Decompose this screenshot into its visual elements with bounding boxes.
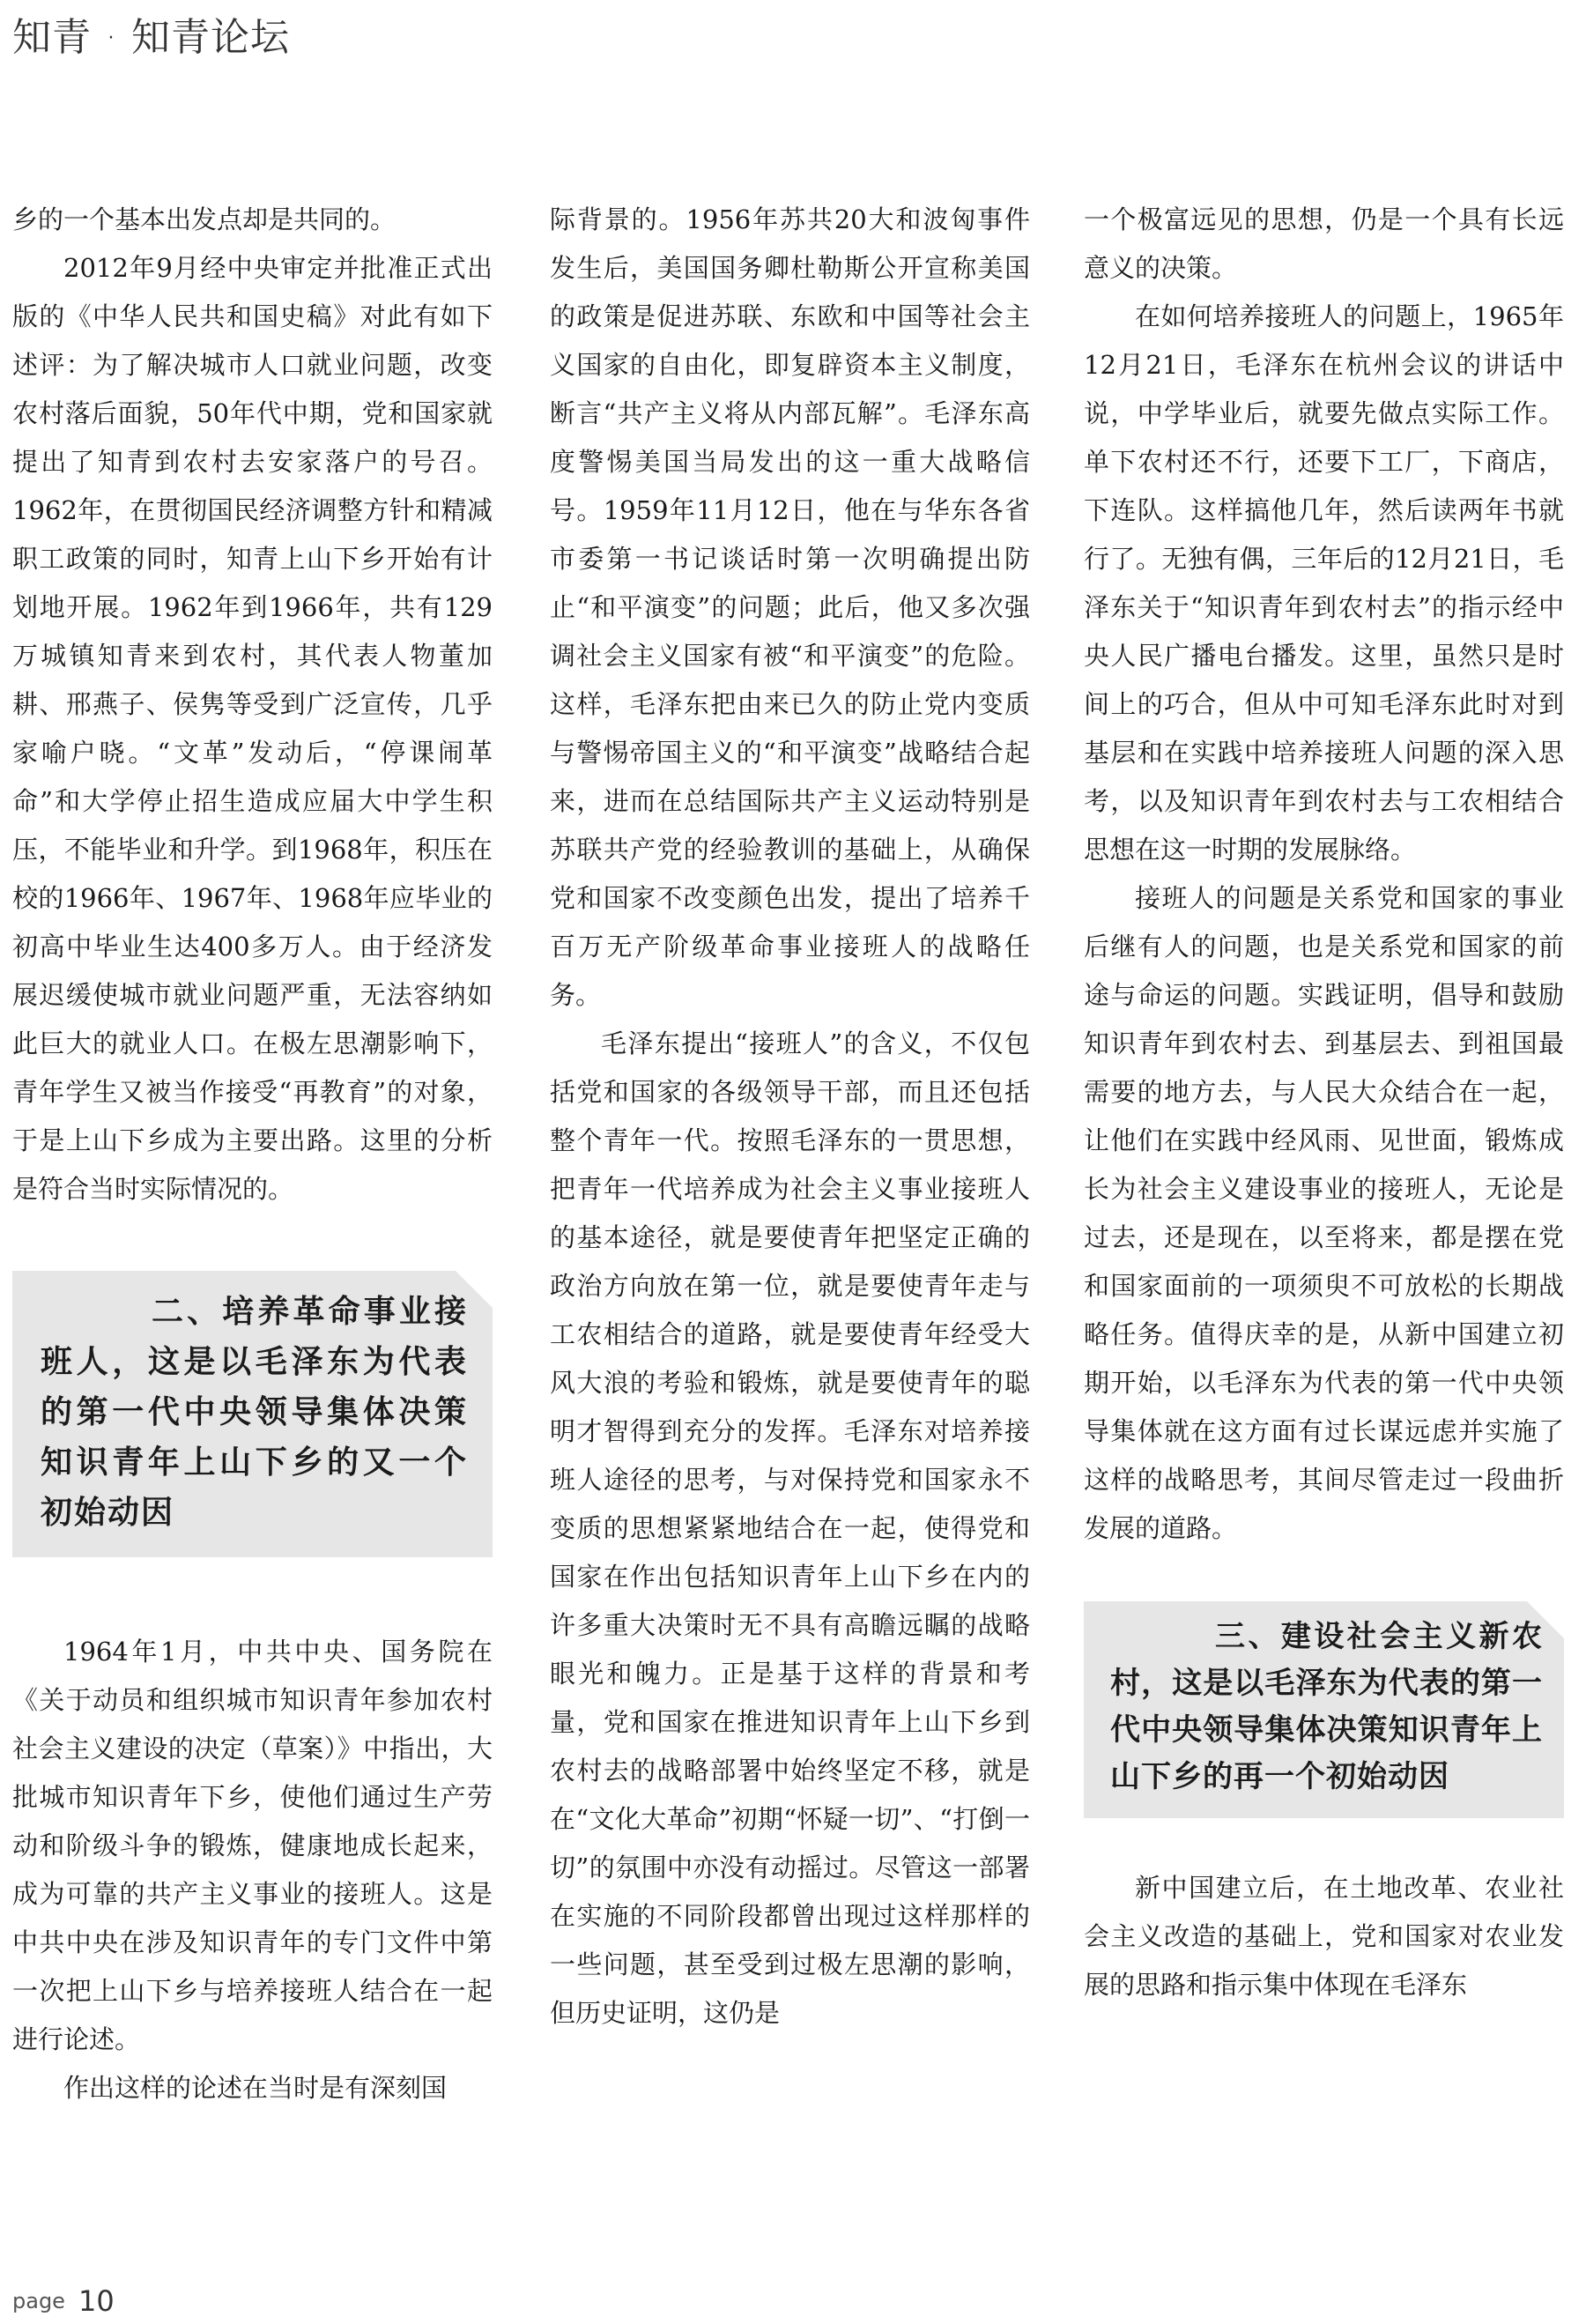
section-heading-text: 三、建设社会主义新农村，这是以毛泽东为代表的第一代中央领导集体决策知识青年上山下乡的再一个初始动因 (1110, 1619, 1543, 1794)
paragraph: 毛泽东提出“接班人”的含义，不仅包括党和国家的各级领导干部，而且还包括整个青年一代。按照毛泽东的一贯思想，把青年一代培养成为社会主义事业接班人的基本途径，就是要使青年把坚定正确的政治方向放在第一位，就是要使青年走与工农相结合的道路，就是要使青年经受大风大浪的考验和锻炼，就是要使青年的聪明才智得到充分的发挥。毛泽东对培养接班人途径的思考，与对保持党和国家永不变质的思想紧紧地结合在一起，使得党和国家在作出包括知识青年上山下乡在内的许多重大决策时无不具有高瞻远瞩的战略眼光和魄力。正是基于这样的背景和考量，党和国家在推进知识青年上山下乡到农村去的战略部署中始终坚定不移，就是在“文化大革命”初期“怀疑一切”、“打倒一切”的氛围中亦没有动摇过。尽管这一部署在实施的不同阶段都曾出现过这样那样的一些问题，甚至受到过极左思潮的影响，但历史证明，这仍是 (550, 1028, 1030, 2028)
paragraph: 新中国建立后，在土地改革、农业社会主义改造的基础上，党和国家对农业发展的思路和指示集中体现在毛泽东 (1084, 1873, 1564, 2000)
column-3 (1084, 196, 1564, 2009)
paragraph: 一个极富远见的思想，仍是一个具有长远意义的决策。 (1084, 204, 1564, 283)
column-2 (550, 196, 1030, 2038)
paragraph: 在如何培养接班人的问题上，1965年12月21日，毛泽东在杭州会议的讲话中说，中学毕业后，就要先做点实际工作。单下农村还不行，还要下工厂，下商店，下连队。这样搞他几年，然后读两年书就行了。无独有偶，三年后的12月21日，毛泽东关于“知识青年到农村去”的指示经中央人民广播电台播发。这里，虽然只是时间上的巧合，但从中可知毛泽东此时对到基层和在实践中培养接班人问题的深入思考，以及知识青年到农村去与工农相结合思想在这一时期的发展脉络。 (1084, 301, 1564, 865)
page-label: page (12, 2289, 65, 2313)
page-footer (12, 2284, 115, 2318)
paragraph: 接班人的问题是关系党和国家的事业后继有人的问题，也是关系党和国家的前途与命运的问题。实践证明，倡导和鼓励知识青年到农村去、到基层去、到祖国最需要的地方去，与人民大众结合在一起，让他们在实践中经风雨、见世面，锻炼成长为社会主义建设事业的接班人，无论是过去，还是现在，以至将来，都是摆在党和国家面前的一项须臾不可放松的长期战略任务。值得庆幸的是，从新中国建立初期开始，以毛泽东为代表的第一代中央领导集体就在这方面有过长谋远虑并实施了这样的战略思考，其间尽管走过一段曲折发展的道路。 (1084, 883, 1564, 1543)
section-heading-text: 二、培养革命事业接班人，这是以毛泽东为代表的第一代中央领导集体决策知识青年上山下乡的又一个初始动因 (41, 1294, 468, 1531)
paragraph: 乡的一个基本出发点却是共同的。 (12, 204, 396, 234)
section-heading-callout (1084, 1601, 1564, 1818)
paragraph: 作出这样的论述在当时是有深刻国 (63, 2073, 448, 2103)
page-number: 10 (78, 2284, 115, 2318)
paragraph: 际背景的。1956年苏共20大和波匈事件发生后，美国国务卿杜勒斯公开宣称美国的政策是促进苏联、东欧和中国等社会主义国家的自由化，即复辟资本主义制度，断言“共产主义将从内部瓦解”。毛泽东高度警惕美国当局发出的这一重大战略信号。1959年11月12日，他在与华东各省市委第一书记谈话时第一次明确提出防止“和平演变”的问题；此后，他又多次强调社会主义国家有被“和平演变”的危险。这样，毛泽东把由来已久的防止党内变质与警惕帝国主义的“和平演变”战略结合起来，进而在总结国际共产主义运动特别是苏联共产党的经验教训的基础上，从确保党和国家不改变颜色出发，提出了培养千百万无产阶级革命事业接班人的战略任务。 (550, 204, 1030, 1010)
section-heading-callout (12, 1271, 493, 1557)
column-1 (12, 196, 493, 2112)
paragraph: 2012年9月经中央审定并批准正式出版的《中华人民共和国史稿》对此有如下述评：为了解决城市人口就业问题，改变农村落后面貌，50年代中期，党和国家就提出了知青到农村去安家落户的号召。1962年，在贯彻国民经济调整方针和精减职工政策的同时，知青上山下乡开始有计划地开展。1962年到1966年，共有129万城镇知青来到农村，其代表人物董加耕、邢燕子、侯隽等受到广泛宣传，几乎家喻户晓。“文革”发动后，“停课闹革命”和大学停止招生造成应届大中学生积压，不能毕业和升学。到1968年，积压在校的1966年、1967年、1968年应毕业的初高中毕业生达400多万人。由于经济发展迟缓使城市就业问题严重，无法容纳如此巨大的就业人口。在极左思潮影响下，青年学生又被当作接受“再教育”的对象，于是上山下乡成为主要出路。这里的分析是符合当时实际情况的。 (12, 253, 493, 1204)
paragraph: 1964年1月，中共中央、国务院在《关于动员和组织城市知识青年参加农村社会主义建设的决定（草案）》中指出，大批城市知识青年下乡，使他们通过生产劳动和阶级斗争的锻炼，健康地成长起来，成为可靠的共产主义事业的接班人。这是中共中央在涉及知识青年的专门文件中第一次把上山下乡与培养接班人结合在一起进行论述。 (12, 1637, 493, 2054)
header-title: 知青 · 知青论坛 (12, 15, 290, 60)
